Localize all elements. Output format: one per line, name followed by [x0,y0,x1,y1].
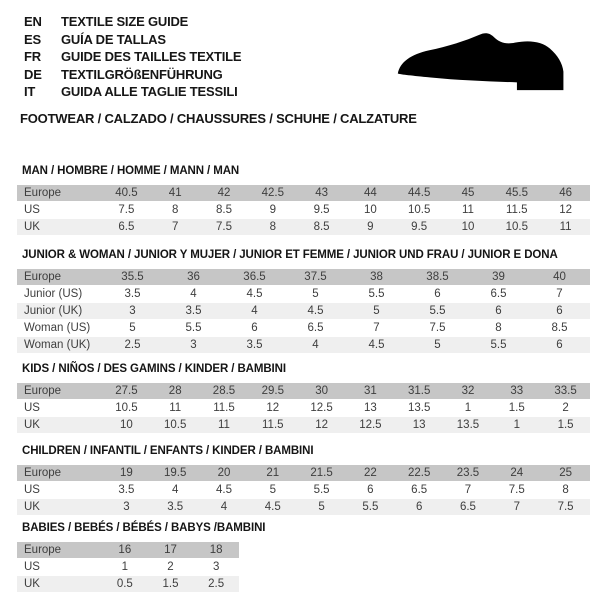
table-row [17,417,590,433]
size-cell: 11 [218,419,230,431]
size-cell: 3.5 [124,288,141,300]
language-row [24,13,241,31]
size-cell: 21.5 [310,467,333,479]
size-cell: 40 [553,271,566,283]
size-table-children [17,464,590,516]
size-cell: 4 [312,339,319,351]
language-row [24,66,241,84]
size-cell: 37.5 [304,271,327,283]
size-cell: 39 [492,271,505,283]
size-cell: 10.5 [505,221,528,233]
size-cell: 13.5 [407,402,431,414]
size-cell: 12 [315,419,328,431]
section-title-children: CHILDREN / INFANTIL / ENFANTS / KINDER / BAMBINI [22,445,314,457]
language-code: EN [24,14,42,29]
size-cell: 31 [363,385,377,397]
size-cell: 7.5 [429,322,446,334]
size-cell: 11 [169,402,182,414]
size-cell: 4.5 [264,501,281,513]
size-cell: 33.5 [554,385,577,397]
size-cell: 19 [120,467,133,479]
size-cell: 38 [370,271,383,283]
table-row [17,320,590,336]
row-label: UK [24,578,40,590]
size-cell: 6 [434,288,441,300]
size-cell: 4 [251,305,258,317]
size-cell: 21 [266,467,280,479]
size-cell: 5.5 [490,339,507,351]
size-cell: 4.5 [246,288,263,300]
row-label: Europe [24,187,62,199]
size-cell: 3.5 [246,339,263,351]
language-list [24,13,241,101]
row-label: Europe [24,385,62,397]
size-cell: 8.5 [215,204,232,216]
language-label: TEXTILGRÖßENFÜHRUNG [61,66,223,82]
row-label: US [24,204,40,216]
size-cell: 10.5 [115,402,138,414]
table-row [17,303,590,319]
size-cell: 46 [559,187,572,199]
size-cell: 44.5 [407,187,431,199]
size-cell: 7.5 [215,221,232,233]
size-cell: 35.5 [121,271,144,283]
size-cell: 6 [367,484,374,496]
table-row [17,286,590,302]
size-cell: 5.5 [185,322,202,334]
size-cell: 42.5 [261,187,284,199]
size-cell: 1 [464,402,472,414]
row-label: Europe [24,271,62,283]
table-row [17,400,590,416]
table-row [17,383,590,399]
section-title-man: MAN / HOMBRE / HOMME / MANN / MAN [22,165,240,177]
size-cell: 1.5 [508,402,525,414]
size-cell: 32 [461,385,475,397]
row-label: Europe [24,467,62,479]
size-cell: 7 [464,484,472,496]
size-cell: 4.5 [215,484,232,496]
size-cell: 12.5 [310,402,333,414]
size-cell: 4 [171,484,179,496]
size-cell: 10.5 [407,204,431,216]
size-cell: 7 [513,501,520,513]
language-label: TEXTILE SIZE GUIDE [61,14,189,29]
size-cell: 4.5 [307,305,324,317]
row-label: Junior (US) [24,288,83,300]
row-label: UK [24,501,40,513]
table-row [17,542,239,558]
language-row [24,48,241,66]
size-cell: 31.5 [407,385,431,397]
size-cell: 22 [363,467,377,479]
size-cell: 22.5 [407,467,431,479]
size-cell: 11 [462,204,474,216]
size-cell: 6 [495,305,502,317]
size-cell: 20 [217,467,231,479]
size-cell: 9 [367,221,374,233]
language-label: GUÍA DE TALLAS [61,31,166,47]
table-row [17,202,590,218]
language-row [24,31,241,49]
size-cell: 0.5 [116,578,133,590]
size-cell: 7.5 [118,204,135,216]
size-cell: 6.5 [118,221,135,233]
row-label: US [24,402,40,414]
row-label: UK [24,419,40,431]
size-cell: 9.5 [313,204,330,216]
size-cell: 17 [164,544,177,556]
table-row [17,482,590,498]
size-cell: 42 [217,187,231,199]
size-cell: 5 [269,484,276,496]
size-cell: 45.5 [505,187,528,199]
size-cell: 12 [266,402,280,414]
size-cell: 5 [434,339,441,351]
size-cell: 8.5 [551,322,568,334]
size-cell: 13 [363,402,377,414]
size-cell: 29.5 [261,385,284,397]
section-man [17,165,590,236]
section-title-babies: BABIES / BEBÉS / BÉBÉS / BABYS /BAMBINI [22,522,266,534]
size-cell: 5.5 [429,305,446,317]
size-cell: 36.5 [243,271,266,283]
table-row [17,185,590,201]
row-label: US [24,561,40,573]
table-row [17,559,239,575]
size-cell: 5.5 [368,288,385,300]
size-cell: 5 [373,305,380,317]
size-cell: 3 [212,561,220,573]
size-cell: 28 [168,385,182,397]
table-row [17,499,590,515]
size-cell: 24 [510,467,524,479]
size-cell: 40.5 [115,187,138,199]
size-cell: 5 [318,501,325,513]
size-cell: 13.5 [456,419,480,431]
table-row [17,219,590,235]
size-cell: 38.5 [426,271,449,283]
size-cell: 6.5 [411,484,428,496]
size-cell: 41 [168,187,182,199]
size-cell: 8 [495,322,502,334]
table-row [17,337,590,353]
size-cell: 11.5 [506,204,528,216]
size-cell: 4.5 [368,339,385,351]
size-cell: 36 [187,271,200,283]
size-cell: 3 [123,501,130,513]
size-table-junior-woman [17,268,590,354]
size-cell: 27.5 [115,385,138,397]
size-cell: 18 [209,544,223,556]
row-label: UK [24,221,40,233]
size-cell: 10 [363,204,377,216]
section-junior-woman [17,249,590,354]
size-cell: 6 [415,501,423,513]
language-code: FR [24,49,41,64]
row-label: Woman (UK) [24,339,91,351]
size-cell: 7 [373,322,380,334]
size-cell: 6 [556,305,563,317]
table-row [17,269,590,285]
size-cell: 28.5 [212,385,236,397]
size-cell: 9 [269,204,276,216]
size-cell: 11.5 [213,402,235,414]
language-code: ES [24,31,41,47]
size-cell: 4 [190,288,197,300]
size-cell: 7 [556,288,563,300]
footwear-heading: FOOTWEAR / CALZADO / CHAUSSURES / SCHUHE / CALZATURE [20,111,417,126]
size-cell: 7.5 [508,484,525,496]
size-cell: 1 [121,561,129,573]
size-cell: 6 [556,339,563,351]
size-cell: 8 [269,221,276,233]
size-cell: 23.5 [456,467,480,479]
size-cell: 6.5 [490,288,507,300]
language-row [24,83,241,101]
section-kids [17,363,590,434]
size-cell: 25 [559,467,572,479]
row-label: Woman (US) [24,322,91,334]
size-cell: 5.5 [313,484,330,496]
size-cell: 44 [363,187,377,199]
language-label: GUIDA ALLE TAGLIE TESSILI [61,84,238,99]
size-cell: 33 [510,385,524,397]
size-cell: 7.5 [557,501,574,513]
size-cell: 5.5 [362,501,379,513]
size-cell: 6.5 [459,501,476,513]
size-cell: 45 [461,187,475,199]
section-title-junior-woman: JUNIOR & WOMAN / JUNIOR Y MUJER / JUNIOR ET FEMME / JUNIOR UND FRAU / JUNIOR E DONA [22,249,558,261]
table-row [17,576,239,592]
size-cell: 3.5 [118,484,135,496]
size-cell: 11.5 [262,419,284,431]
size-cell: 3.5 [185,305,202,317]
row-label: US [24,484,40,496]
size-cell: 1.5 [557,419,574,431]
size-cell: 8 [562,484,569,496]
size-cell: 43 [315,187,328,199]
size-cell: 19.5 [164,467,187,479]
size-cell: 1.5 [162,578,179,590]
size-cell: 11 [559,221,572,233]
size-cell: 4 [220,501,228,513]
size-cell: 8.5 [313,221,330,233]
size-cell: 10 [120,419,133,431]
language-label: GUIDE DES TAILLES TEXTILE [61,49,242,64]
size-cell: 3 [129,305,136,317]
size-table-man [17,184,590,236]
size-cell: 2 [562,402,569,414]
row-label: Europe [24,544,62,556]
size-cell: 8 [171,204,179,216]
shoe-icon [392,28,576,96]
section-title-kids: KIDS / NIÑOS / DES GAMINS / KINDER / BAMBINI [22,363,286,375]
size-cell: 3.5 [167,501,184,513]
size-cell: 2.5 [208,578,225,590]
size-cell: 30 [315,385,328,397]
size-cell: 1 [513,419,520,431]
size-cell: 2 [167,561,174,573]
size-cell: 16 [118,544,132,556]
table-row [17,465,590,481]
row-label: Junior (UK) [24,305,83,317]
size-cell: 3 [190,339,197,351]
size-cell: 5 [312,288,319,300]
section-children [17,445,590,516]
size-cell: 9.5 [411,221,428,233]
size-table-babies [17,541,239,593]
size-cell: 6.5 [307,322,324,334]
size-cell: 13 [412,419,426,431]
section-babies [17,522,590,593]
size-cell: 2.5 [124,339,141,351]
size-cell: 10 [461,221,475,233]
language-code: DE [24,66,42,82]
size-cell: 10.5 [164,419,187,431]
size-cell: 6 [251,322,258,334]
size-cell: 5 [129,322,136,334]
size-table-kids [17,382,590,434]
language-code: IT [24,84,36,99]
size-cell: 7 [171,221,179,233]
size-cell: 12.5 [359,419,382,431]
size-cell: 12 [559,204,572,216]
